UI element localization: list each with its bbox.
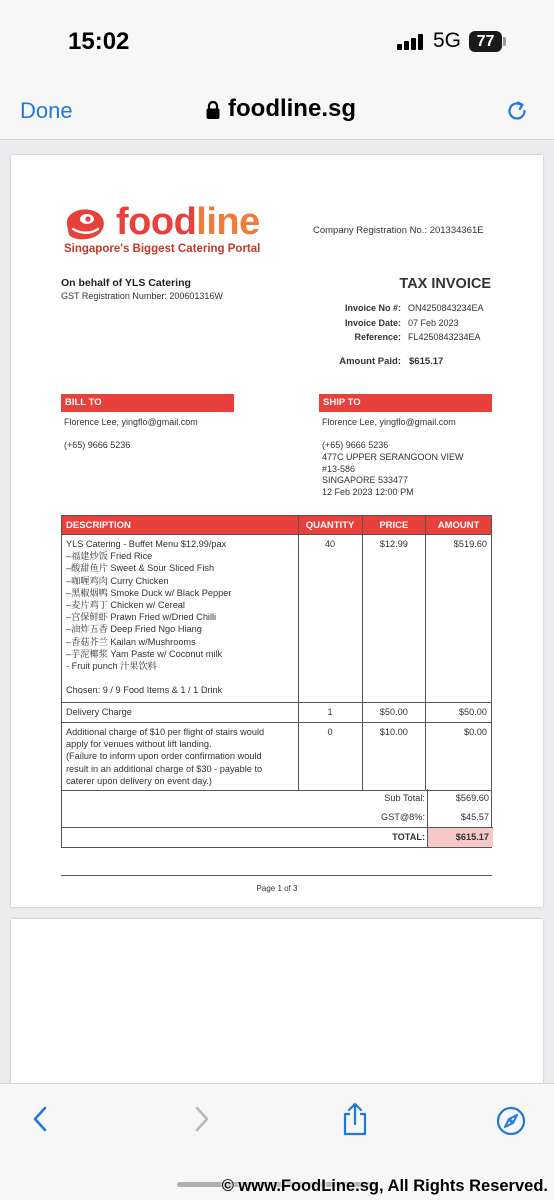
table-header-row (62, 516, 492, 535)
subtotal-row (62, 789, 493, 808)
description-line: (Failure to inform upon order confirmation would (66, 751, 262, 762)
item-description (62, 723, 299, 791)
description-line: –香菇芥兰 Kailan w/Mushrooms (66, 636, 196, 647)
invoice-date-value: 07 Feb 2023 (408, 317, 459, 328)
foodline-mascot-icon (61, 207, 109, 243)
logo-tagline: Singapore's Biggest Catering Portal (64, 243, 261, 255)
pdf-viewer[interactable] (0, 141, 554, 1083)
invoice-meta-values (408, 301, 484, 345)
bill-to-phone: (+65) 9666 5236 (64, 440, 131, 450)
description-line: –宫保鲜虾 Prawn Fried w/Dried Chilli (66, 612, 217, 623)
ship-to-name-email: Florence Lee, yingflo@gmail.com (322, 417, 456, 427)
gst-label: GST@8%: (380, 812, 425, 822)
total-row (62, 827, 493, 846)
network-type: 5G (433, 29, 462, 52)
item-description (62, 703, 299, 723)
description-line: Delivery Charge (66, 707, 132, 717)
table-row (62, 535, 492, 703)
lock-icon (205, 100, 221, 120)
invoice-page-2 (11, 919, 543, 1089)
invoice-meta-labels (251, 301, 401, 345)
browser-bar (0, 82, 554, 140)
invoice-no-value: ON4250843234EA (408, 303, 484, 313)
item-quantity: 1 (298, 703, 362, 723)
status-time: 15:02 (68, 28, 130, 55)
description-line: Chosen: 9 / 9 Food Items & 1 / 1 Drink (66, 685, 223, 696)
on-behalf-of: On behalf of YLS Catering (61, 277, 191, 289)
total-label: TOTAL: (392, 832, 425, 842)
back-icon[interactable] (26, 1104, 56, 1134)
description-line: –咖喱鸡肉 Curry Chicken (66, 575, 169, 586)
done-button[interactable]: Done (20, 98, 73, 123)
ship-to-line: 12 Feb 2023 12:00 PM (322, 487, 414, 498)
description-line: apply for venues without lift landing. (66, 739, 212, 750)
page-number: Page 1 of 3 (256, 884, 298, 893)
item-quantity: 40 (298, 535, 362, 703)
share-icon[interactable] (340, 1102, 370, 1136)
document-title: TAX INVOICE (399, 276, 491, 292)
subtotal-label: Sub Total: (384, 793, 425, 803)
description-line: –芋泥椰浆 Yam Paste w/ Coconut milk (66, 648, 223, 659)
table-row (62, 703, 492, 723)
invoice-date-label: Invoice Date: (344, 317, 401, 328)
description-line: result in an additional charge of $30 - payable to (66, 763, 263, 774)
ship-to-address (322, 440, 464, 499)
ship-to-header: SHIP TO (319, 394, 492, 412)
item-price: $10.00 (362, 723, 426, 791)
ship-to-line: SINGAPORE 533477 (322, 475, 409, 486)
item-description (62, 535, 299, 703)
gst-row (62, 808, 493, 827)
bill-to-header: BILL TO (61, 394, 234, 412)
invoice-no-label: Invoice No #: (344, 303, 401, 313)
description-line: –酸甜鱼片 Sweet & Sour Sliced Fish (66, 563, 215, 574)
reference-value: FL4250843234EA (408, 332, 481, 342)
description-line: –福建炒饭 Fried Rice (66, 551, 153, 562)
forward-icon[interactable] (186, 1104, 216, 1134)
description-line: –麦片鸡丁 Chicken w/ Cereal (66, 600, 185, 611)
description-line: Additional charge of $10 per flight of stairs would (66, 727, 265, 737)
total-value: $615.17 (427, 828, 493, 847)
signal-icon (397, 34, 425, 50)
bill-to-name-email: Florence Lee, yingflo@gmail.com (64, 417, 198, 427)
company-registration: Company Registration No.: 201334361E (313, 225, 484, 236)
reference-label: Reference: (354, 332, 401, 342)
url-text[interactable]: foodline.sg (228, 95, 356, 122)
ship-to-line: (+65) 9666 5236 (322, 440, 389, 450)
item-price: $50.00 (362, 703, 426, 723)
item-price: $12.99 (362, 535, 426, 703)
amount-paid-value: $615.17 (409, 356, 444, 367)
battery-tip (503, 37, 506, 46)
description-spacer (66, 672, 294, 684)
ship-to-line: #13-586 (322, 463, 356, 474)
column-header: DESCRIPTION (62, 516, 299, 535)
items-table (61, 515, 492, 791)
invoice-page (11, 155, 543, 907)
ship-to-line: 477C UPPER SERANGOON VIEW (322, 451, 464, 462)
logo-wordmark: foodline (116, 201, 260, 243)
amount-paid-label: Amount Paid: (339, 356, 401, 367)
description-line: YLS Catering - Buffet Menu $12.99/pax (66, 539, 227, 549)
reload-icon[interactable] (504, 98, 530, 124)
item-amount: $50.00 (426, 703, 492, 723)
item-amount: $0.00 (426, 723, 492, 791)
column-header: QUANTITY (298, 516, 362, 535)
status-bar (0, 0, 554, 82)
gst-registration: GST Registration Number: 200601316W (61, 291, 223, 301)
description-line: –油炸五香 Deep Fried Ngo Hiang (66, 624, 202, 635)
description-line: caterer upon delivery on event day.) (66, 775, 212, 786)
item-amount: $519.60 (426, 535, 492, 703)
gst-value: $45.57 (427, 808, 493, 827)
footer-divider (61, 875, 492, 876)
description-line: –黑椒烟鸭 Smoke Duck w/ Black Pepper (66, 587, 232, 598)
subtotal-value: $569.60 (427, 789, 493, 808)
compass-icon[interactable] (496, 1106, 526, 1136)
totals-block (61, 789, 492, 848)
column-header: AMOUNT (426, 516, 492, 535)
foodline-logo (61, 201, 271, 257)
item-quantity: 0 (298, 723, 362, 791)
table-row (62, 723, 492, 791)
description-line: - Fruit punch 汁果饮料 (66, 661, 157, 672)
copyright-watermark: © www.FoodLine.sg, All Rights Reserved. (221, 1177, 548, 1195)
battery-icon: 77 (469, 31, 502, 52)
column-header: PRICE (362, 516, 426, 535)
